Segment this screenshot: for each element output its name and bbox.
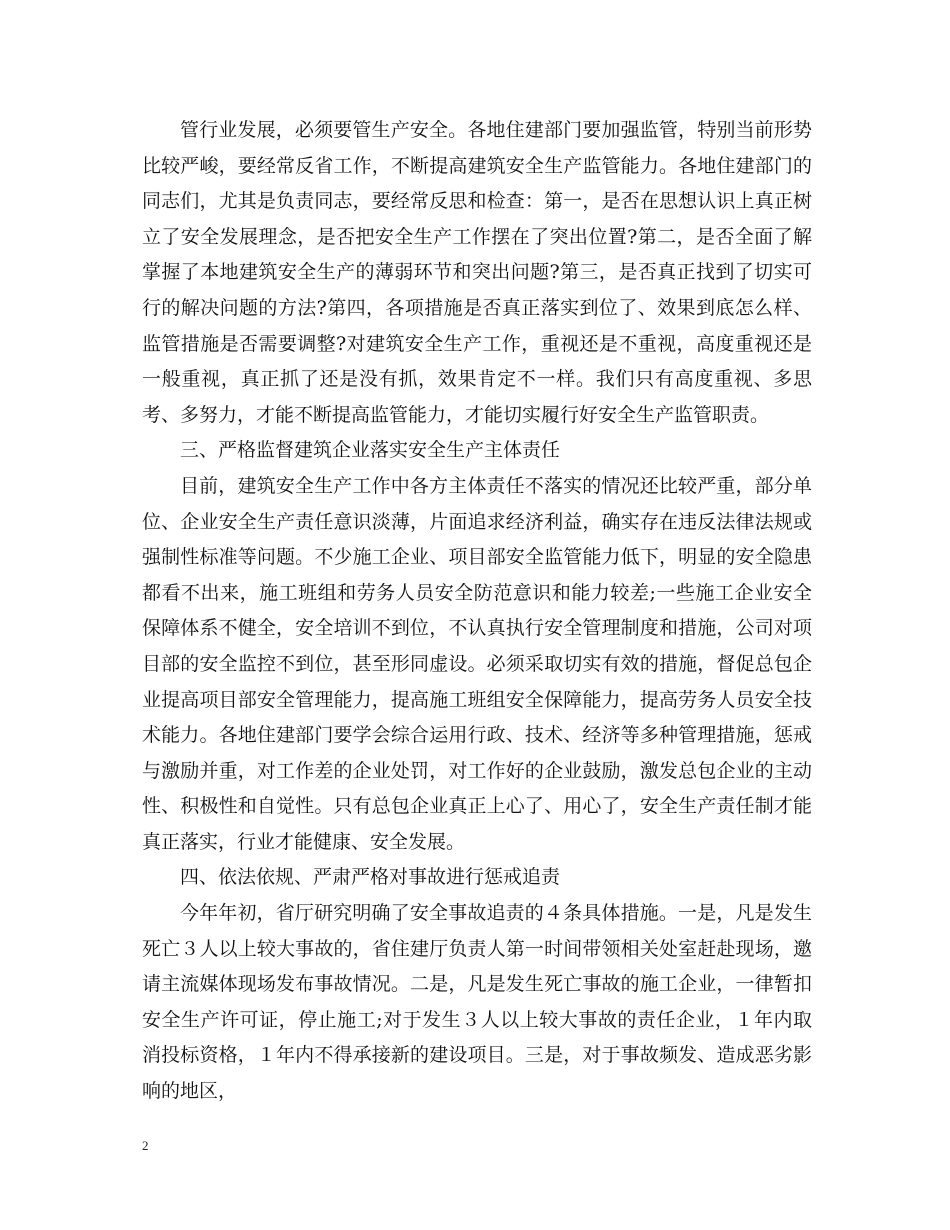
section-heading-4: 四、依法依规、严肃严格对事故进行惩戒追责 xyxy=(180,866,561,889)
paragraph-accident-accountability: 今年年初，省厅研究明确了安全事故追责的４条具体措施。一是，凡是发生死亡３人以上较大事故的，省住建厅负责人第一时间带领相关处室赶赴现场，邀请主流媒体现场发布事故情况。二是，凡是发生死亡事故的施工企业，一律暂扣安全生产许可证，停止施工;对于发生３人以上较大事故的责任企业，１年内取消投标资格，１年内不得承接新的建设项目。三是，对于事故频发、造成恶劣影响的地区， xyxy=(142,902,812,1103)
section-heading-3: 三、严格监督建筑企业落实安全生产主体责任 xyxy=(180,439,561,462)
paragraph-enterprise-responsibility: 目前，建筑安全生产工作中各方主体责任不落实的情况还比较严重，部分单位、企业安全生产责任意识淡薄，片面追求经济利益，确实存在违反法律法规或强制性标准等问题。不少施工企业、项目部安全监管能力低下，明显的安全隐患都看不出来，施工班组和劳务人员安全防范意识和能力较差;一些施工企业安全保障体系不健全，安全培训不到位，不认真执行安全管理制度和措施，公司对项目部的安全监控不到位，甚至形同虚设。必须采取切实有效的措施，督促总包企业提高项目部安全管理能力，提高施工班组安全保障能力，提高劳务人员安全技术能力。各地住建部门要学会综合运用行政、技术、经济等多种管理措施，惩戒与激励并重，对工作差的企业处罚，对工作好的企业鼓励，激发总包企业的主动性、积极性和自觉性。只有总包企业真正上心了、用心了，安全生产责任制才能真正落实，行业才能健康、安全发展。 xyxy=(142,474,812,853)
paragraph-supervision: 管行业发展，必须要管生产安全。各地住建部门要加强监管，特别当前形势比较严峻，要经常反省工作，不断提高建筑安全生产监管能力。各地住建部门的同志们，尤其是负责同志，要经常反思和检查：第一，是否在思想认识上真正树立了安全发展理念，是否把安全生产工作摆在了突出位置?第二，是否全面了解掌握了本地建筑安全生产的薄弱环节和突出问题?第三，是否真正找到了切实可行的解决问题的方法?第四，各项措施是否真正落实到位了、效果到底怎么样、监管措施是否需要调整?对建筑安全生产工作，重视还是不重视，高度重视还是一般重视，真正抓了还是没有抓，效果肯定不一样。我们只有高度重视、多思考、多努力，才能不断提高监管能力，才能切实履行好安全生产监管职责。 xyxy=(142,119,812,426)
document-body xyxy=(142,113,812,1110)
page-number: 2 xyxy=(142,1138,149,1153)
